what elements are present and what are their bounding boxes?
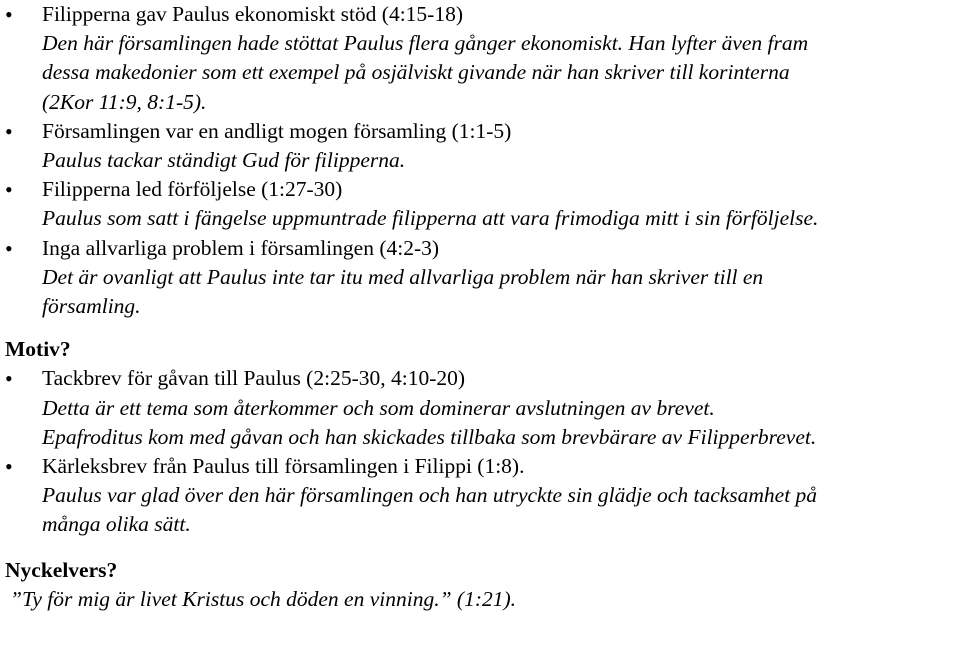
item-detail: dessa makedonier som ett exempel på osjälviskt givande när han skriver till korinterna [42,60,790,85]
bullet-icon: • [5,177,13,203]
list-item [5,175,960,233]
item-title: Inga allvarliga problem i församlingen (4:2-3) [42,235,440,260]
item-title: Filipperna led förföljelse (1:27-30) [42,177,343,202]
spacer [5,540,960,556]
bullet-icon: • [5,2,13,27]
item-detail: Detta är ett tema som återkommer och som dominerar avslutningen av brevet. [42,395,715,420]
list-item [5,364,960,452]
item-detail: (2Kor 11:9, 8:1-5). [42,89,207,114]
motive-list [5,364,960,539]
list-item [5,452,960,540]
key-verse-quote: ”Ty för mig är livet Kristus och döden en vinning.” (1:21). [10,586,517,611]
item-title: Församlingen var en andligt mogen församling (1:1-5) [42,118,512,143]
background-list [5,0,960,321]
list-item [5,234,960,322]
bullet-icon: • [5,454,13,480]
item-detail: Paulus var glad över den här församlingen och han utryckte sin glädje och tacksamhet på [42,483,818,508]
bullet-icon: • [5,235,13,261]
item-detail: Det är ovanligt att Paulus inte tar itu med allvarliga problem när han skriver till en [42,264,764,289]
item-detail: Paulus som satt i fängelse uppmuntrade filipperna att vara frimodiga mitt i sin förföljelse. [42,206,819,231]
list-item [5,0,960,117]
item-detail: Epafroditus kom med gåvan och han skickades tillbaka som brevbärare av Filipperbrevet. [42,424,817,449]
item-detail: Den här församlingen hade stöttat Paulus flera gånger ekonomiskt. Han lyfter även fram [42,31,809,56]
item-title: Tackbrev för gåvan till Paulus (2:25-30, 4:10-20) [42,366,466,391]
item-detail: församling. [42,294,141,319]
bullet-icon: • [5,366,13,392]
key-verse-heading: Nyckelvers? [5,557,118,582]
bullet-icon: • [5,118,13,144]
item-detail: många olika sätt. [42,512,191,537]
list-item [5,117,960,175]
item-title: Kärleksbrev från Paulus till församlingen i Filippi (1:8). [42,454,525,479]
item-detail: Paulus tackar ständigt Gud för filipperna. [42,148,406,173]
spacer [5,321,960,335]
motive-heading: Motiv? [5,337,71,362]
item-title: Filipperna gav Paulus ekonomiskt stöd (4:15-18) [42,2,464,26]
